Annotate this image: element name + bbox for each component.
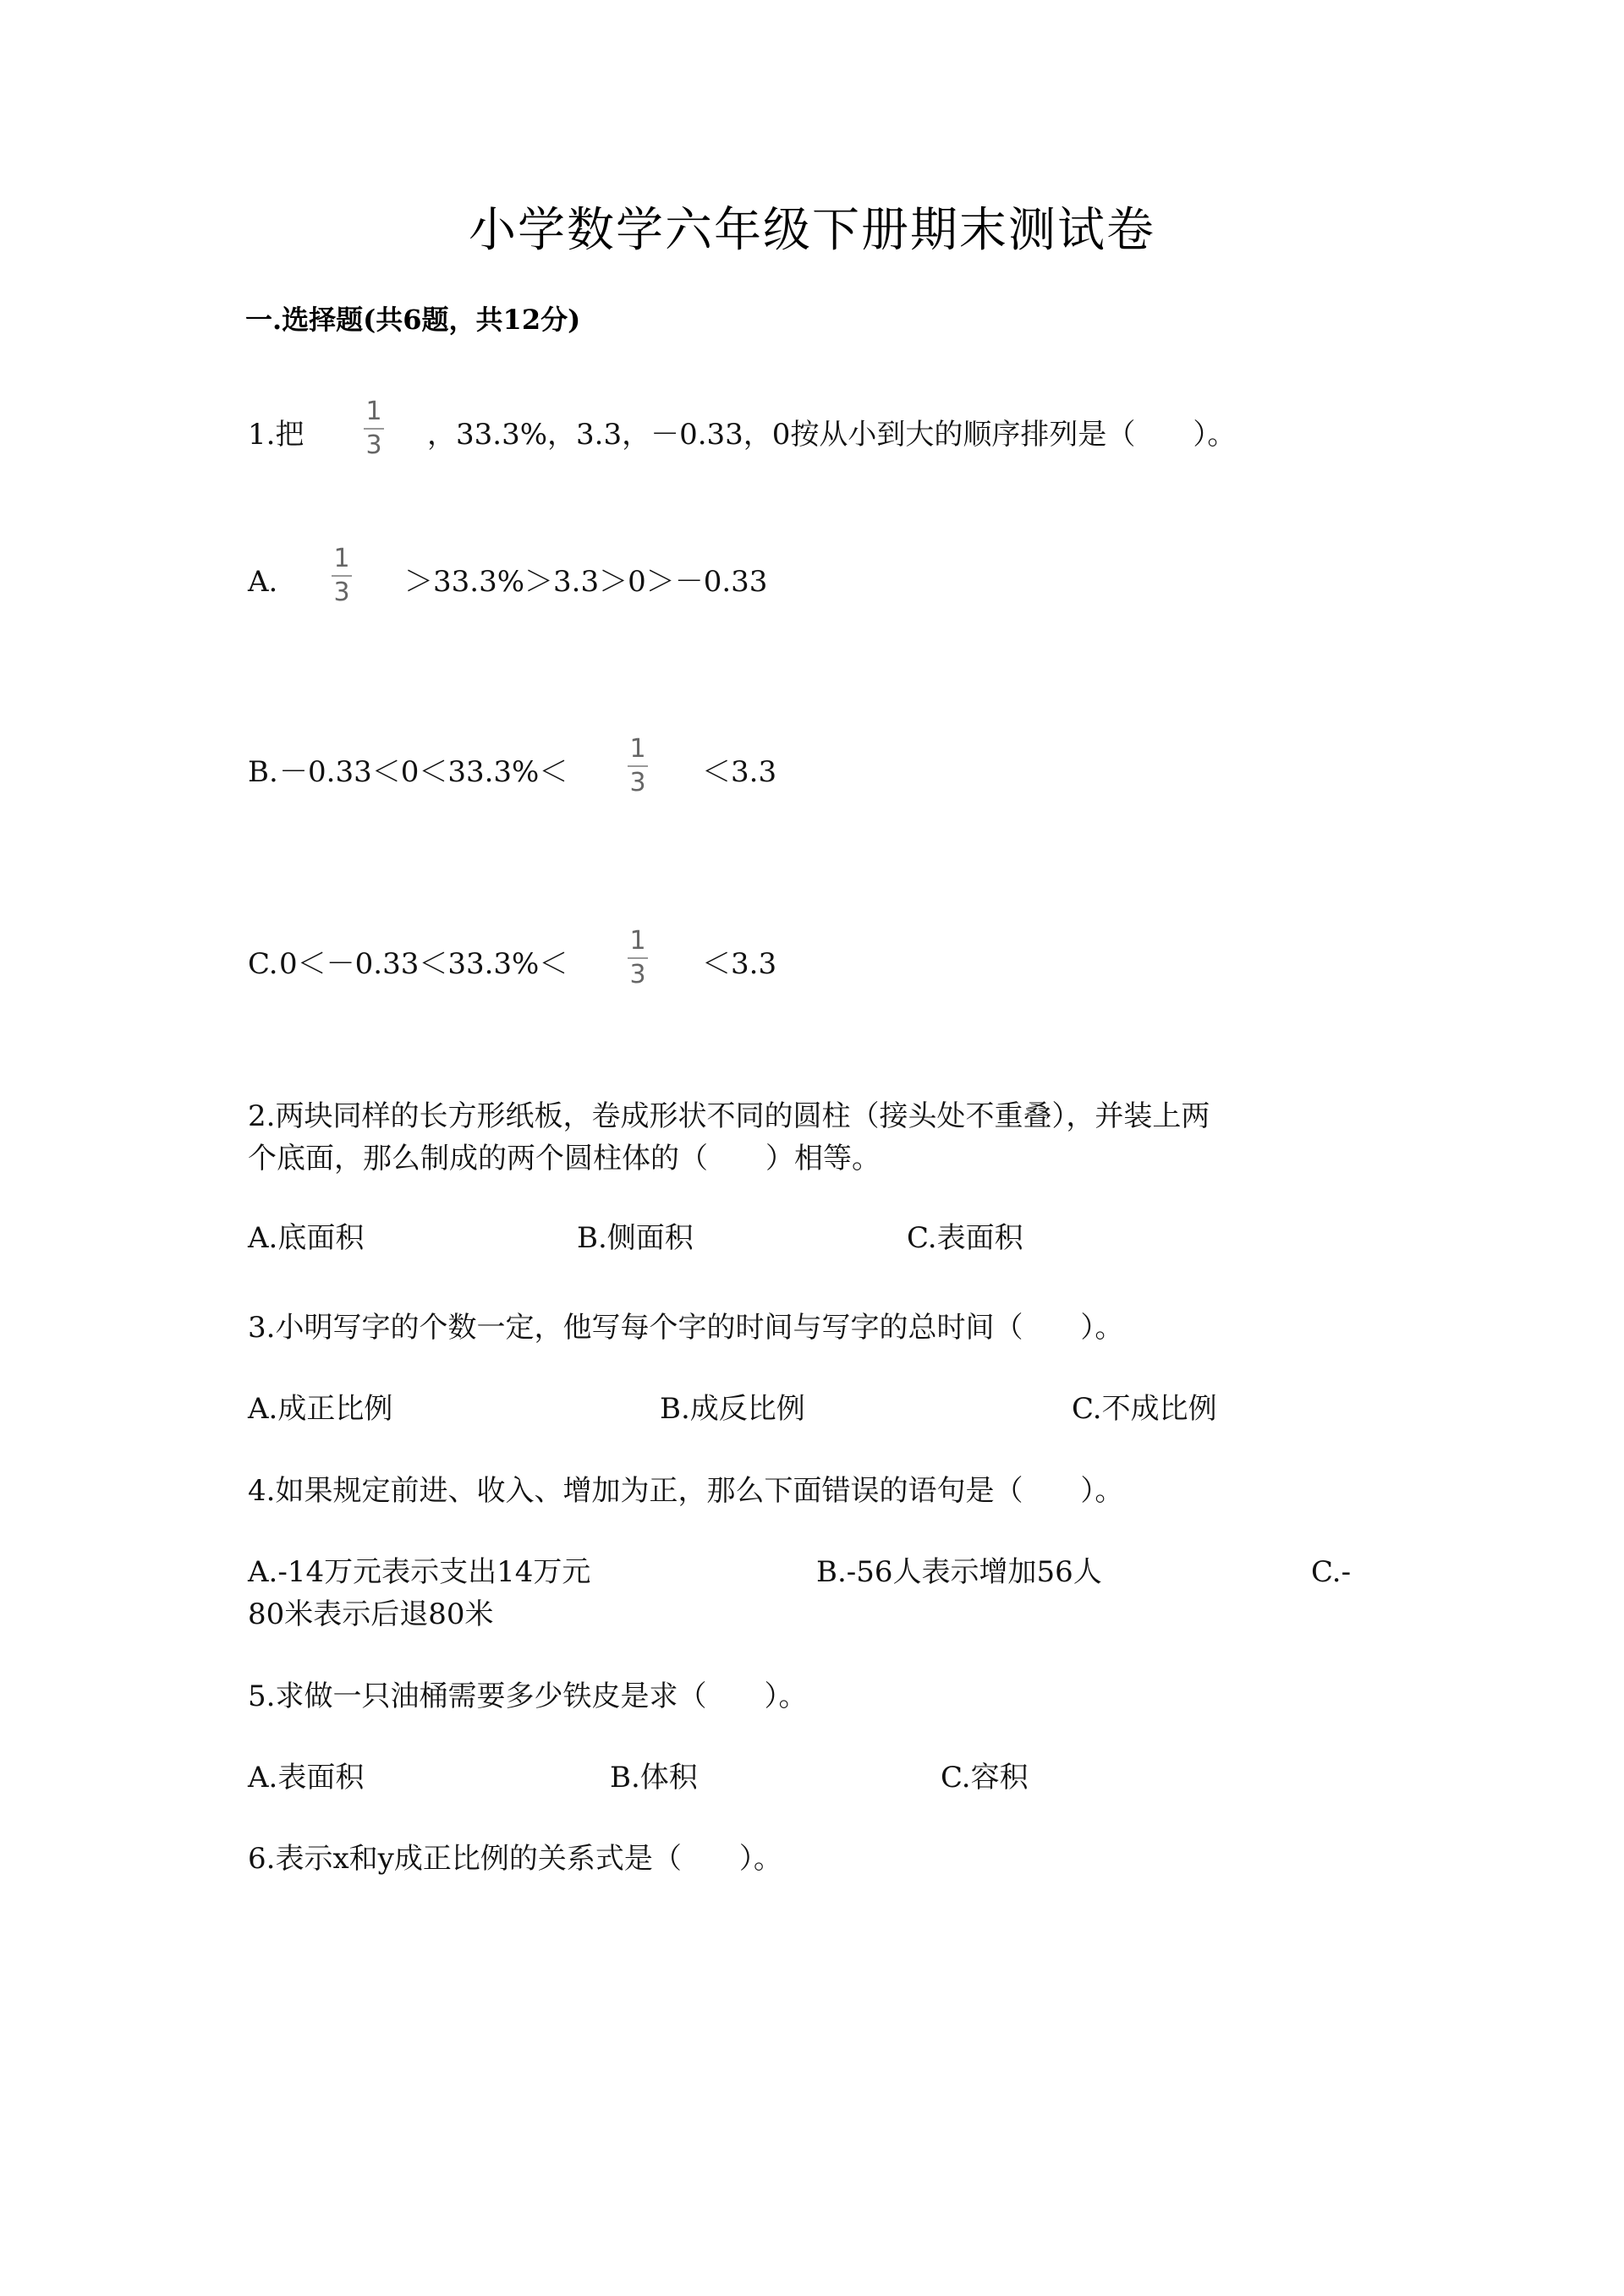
question-1-prefix: 1.把 [248, 418, 304, 452]
option-c[interactable]: C.- [1311, 1555, 1352, 1589]
question-text-line: 4.如果规定前进、收入、增加为正，那么下面错误的语句是（ ）。 [248, 1474, 1124, 1508]
option-label: B. [248, 755, 278, 789]
fraction-bar [628, 765, 648, 767]
option-a[interactable]: A.表面积 [248, 1761, 365, 1795]
option-a[interactable]: A.-14万元表示支出14万元 [248, 1555, 591, 1589]
option-b[interactable]: B.成反比例 [660, 1392, 805, 1426]
option-b[interactable]: B.体积 [610, 1761, 698, 1795]
fraction-one-third [628, 927, 648, 989]
question-text-line: 2.两块同样的长方形纸板，卷成形状不同的圆柱（接头处不重叠），并装上两 [248, 1099, 1210, 1133]
fraction-numerator: 1 [365, 397, 382, 426]
fraction-denominator: 3 [333, 578, 350, 607]
fraction-one-third [364, 397, 384, 460]
option-a[interactable]: A.底面积 [248, 1221, 365, 1255]
option-text-after: ＜3.3 [702, 947, 777, 981]
option-label: A. [248, 565, 278, 599]
section-heading: 一.选择题(共6题，共12分) [245, 304, 581, 336]
fraction-numerator: 1 [629, 926, 646, 956]
option-text: 0＜－0.33＜33.3%＜ [279, 947, 568, 981]
option-a[interactable]: A.成正比例 [248, 1392, 393, 1426]
fraction-bar [332, 575, 352, 577]
page-title: 小学数学六年级下册期末测试卷 [469, 203, 1155, 258]
fraction-denominator: 3 [629, 768, 646, 797]
option-b[interactable]: B.-56人表示增加56人 [816, 1555, 1102, 1589]
option-c[interactable]: C.表面积 [907, 1221, 1023, 1255]
option-text: ＞33.3%＞3.3＞0＞－0.33 [404, 565, 768, 599]
fraction-numerator: 1 [333, 544, 350, 573]
question-text-line: 3.小明写字的个数一定，他写每个字的时间与写字的总时间（ ）。 [248, 1311, 1124, 1345]
fraction-one-third [628, 735, 648, 797]
fraction-one-third [332, 545, 352, 607]
option-text-after: ＜3.3 [702, 755, 777, 789]
fraction-bar [364, 428, 384, 430]
question-text-line: 5.求做一只油桶需要多少铁皮是求（ ）。 [248, 1680, 808, 1713]
option-c[interactable]: C.不成比例 [1072, 1392, 1217, 1426]
option-c[interactable]: C.容积 [941, 1761, 1029, 1795]
fraction-numerator: 1 [629, 734, 646, 764]
fraction-denominator: 3 [365, 430, 382, 460]
option-c-continuation[interactable]: 80米表示后退80米 [248, 1597, 494, 1631]
option-text: －0.33＜0＜33.3%＜ [279, 755, 568, 789]
option-b[interactable]: B.侧面积 [577, 1221, 694, 1255]
fraction-denominator: 3 [629, 960, 646, 989]
fraction-bar [628, 957, 648, 959]
question-1-text: ，33.3%，3.3，－0.33，0按从小到大的顺序排列是（ ）。 [427, 418, 1237, 452]
question-text-line: 个底面，那么制成的两个圆柱体的（ ）相等。 [248, 1142, 881, 1175]
question-text-line: 6.表示x和y成正比例的关系式是（ ）。 [248, 1842, 782, 1876]
option-label: C. [248, 947, 278, 981]
